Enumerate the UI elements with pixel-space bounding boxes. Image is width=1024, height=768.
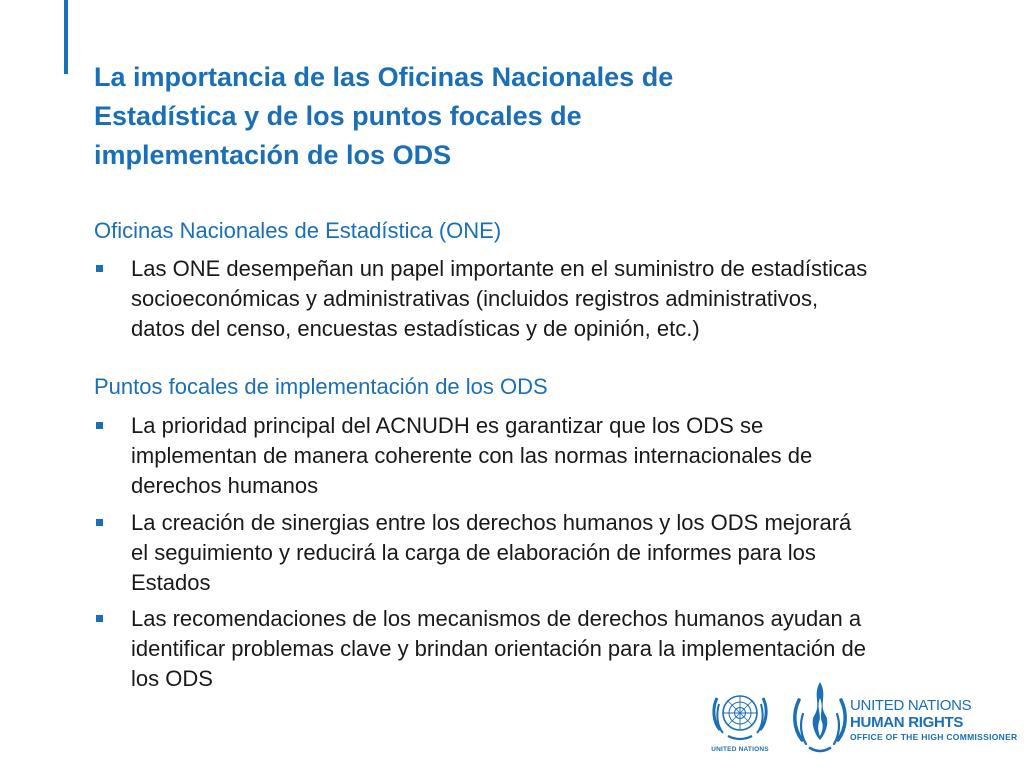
un-logo-label: UNITED NATIONS <box>711 746 769 753</box>
bullet-line: Las ONE desempeñan un papel importante en el suministro de estadísticas <box>131 256 868 281</box>
bullet-text <box>131 254 867 344</box>
accent-bar <box>64 0 68 74</box>
section-heading-one: Oficinas Nacionales de Estadística (ONE) <box>94 218 502 243</box>
slide-title <box>94 58 974 175</box>
bullet-line: La creación de sinergias entre los derechos humanos y los ODS mejorará <box>131 510 852 535</box>
section-heading-sdg-focal-points: Puntos focales de implementación de los ODS <box>94 374 548 399</box>
bullet-line: derechos humanos <box>131 473 319 498</box>
bullet-line: identificar problemas clave y brindan orientación para la implementación de <box>131 636 866 661</box>
bullet-text <box>131 411 812 501</box>
bullet-text <box>131 508 851 598</box>
ohchr-line-office: OFFICE OF THE HIGH COMMISSIONER <box>850 732 1018 742</box>
bullet-line: el seguimiento y reducirá la carga de elaboración de informes para los <box>131 540 816 565</box>
title-line: Estadística y de los puntos focales de <box>94 101 582 131</box>
square-bullet-icon <box>96 422 103 429</box>
bullet-text <box>131 604 866 694</box>
ohchr-logo <box>792 678 1018 758</box>
human-rights-flame-icon <box>792 678 848 758</box>
bullet-line: implementan de manera coherente con las normas internacionales de <box>131 443 813 468</box>
square-bullet-icon <box>96 615 103 622</box>
bullet-line: Las recomendaciones de los mecanismos de derechos humanos ayudan a <box>131 606 862 631</box>
bullet-line: La prioridad principal del ACNUDH es garantizar que los ODS se <box>131 413 764 438</box>
un-emblem-icon <box>706 686 774 744</box>
bullet-line: Estados <box>131 570 211 595</box>
square-bullet-icon <box>96 519 103 526</box>
un-logo <box>706 686 774 758</box>
bullet-line: socioeconómicas y administrativas (incluidos registros administrativos, <box>131 286 819 311</box>
ohchr-line-un: UNITED NATIONS <box>850 697 972 714</box>
title-line: La importancia de las Oficinas Nacionales de <box>94 62 674 92</box>
ohchr-line-human-rights: HUMAN RIGHTS <box>850 714 964 731</box>
title-line: implementación de los ODS <box>94 140 452 170</box>
square-bullet-icon <box>96 265 103 272</box>
bullet-line: los ODS <box>131 666 213 691</box>
bullet-line: datos del censo, encuestas estadísticas y de opinión, etc.) <box>131 316 700 341</box>
ohchr-text <box>850 698 1018 743</box>
